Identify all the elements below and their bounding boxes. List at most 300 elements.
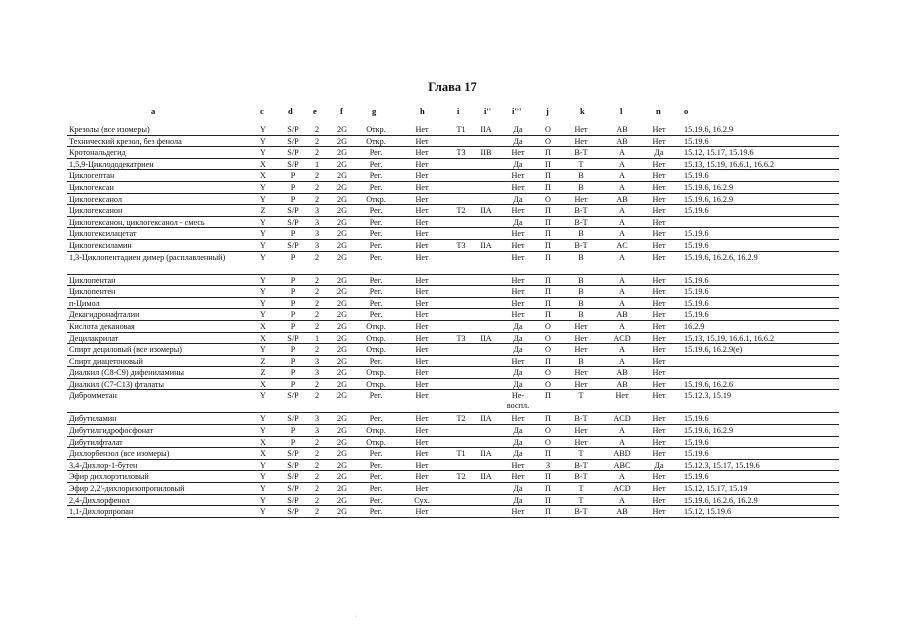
- cell-d: P: [290, 229, 296, 239]
- table-row: [67, 390, 839, 413]
- cell-e: 2: [314, 379, 320, 389]
- cell-d: P: [290, 171, 296, 181]
- cell-g: Откр.: [366, 321, 386, 331]
- cell-n: Нет: [652, 206, 666, 216]
- cell-h: Нет: [415, 460, 429, 470]
- cell-i2: IIA: [480, 414, 492, 424]
- cell-g: Рег.: [369, 495, 383, 505]
- cell-g: Рег.: [369, 356, 383, 366]
- cell-g: Рег.: [369, 159, 383, 169]
- cell-h: Нет: [415, 414, 429, 424]
- cell-n: Нет: [652, 426, 666, 436]
- cell-j: O: [545, 368, 551, 378]
- cell-n: Нет: [652, 217, 666, 227]
- cell-i3: Нет: [511, 148, 525, 158]
- cell-d: P: [290, 437, 296, 447]
- cell-l: A: [619, 321, 625, 331]
- cell-o: 15.19.6, 16.2.9: [684, 426, 734, 436]
- cell-l: A: [619, 217, 625, 227]
- cell-h: Нет: [415, 159, 429, 169]
- cell-i2: IIA: [480, 472, 492, 482]
- cell-g: Рег.: [369, 148, 383, 158]
- column-header-i2: i'': [484, 106, 492, 116]
- cell-e: 2: [314, 298, 320, 308]
- chapter-heading: Глава 17: [428, 80, 477, 94]
- cell-g: Откр.: [366, 426, 386, 436]
- cell-c: Y: [260, 194, 266, 204]
- table-row: [67, 356, 839, 368]
- cell-f: 2G: [336, 426, 347, 436]
- cell-d: S/P: [287, 125, 299, 134]
- cell-n: Нет: [652, 171, 666, 181]
- cell-d: P: [290, 379, 296, 389]
- column-header-i: i: [457, 106, 460, 116]
- cell-l: AB: [616, 379, 628, 389]
- cell-h: Нет: [415, 252, 429, 262]
- cell-l: AB: [616, 194, 628, 204]
- cell-j: O: [545, 426, 551, 436]
- cell-e: 2: [314, 449, 320, 459]
- cell-c: Y: [260, 495, 266, 505]
- cell-o: 15.19.6: [684, 275, 709, 285]
- cell-l: ACD: [613, 484, 631, 494]
- cell-h: Нет: [415, 171, 429, 181]
- cell-j: П: [545, 171, 551, 181]
- cell-o: 15.13, 15.19, 16.6.1, 16.6.2: [684, 333, 775, 343]
- cell-a: Кротональдегид: [69, 148, 126, 158]
- cell-f: 2G: [336, 321, 347, 331]
- cell-a: Дибутиламин: [69, 414, 117, 424]
- cell-c: Y: [260, 148, 266, 158]
- cell-a: Циклопентан: [69, 275, 116, 285]
- cell-o: 16.2.9: [684, 321, 705, 331]
- column-header-g: g: [372, 106, 377, 116]
- cell-n: Нет: [652, 495, 666, 505]
- cell-k: Т: [578, 495, 584, 505]
- cell-j: П: [545, 310, 551, 320]
- column-header-e: e: [313, 106, 317, 116]
- table-row: [67, 252, 839, 275]
- cell-l: A: [619, 275, 625, 285]
- cell-h: Нет: [415, 125, 429, 134]
- cell-a: Технический крезол, без фенола: [69, 136, 182, 146]
- cell-h: Нет: [415, 437, 429, 447]
- cell-n: Да: [654, 148, 664, 158]
- cell-h: Нет: [415, 136, 429, 146]
- cell-e: 2: [314, 437, 320, 447]
- cell-e: 2: [314, 136, 320, 146]
- cell-l: A: [619, 426, 625, 436]
- cell-a: Дибромметан: [69, 391, 117, 401]
- cell-i: T3: [456, 333, 466, 343]
- cell-j: П: [545, 275, 551, 285]
- cell-a: Эфир 2,2'-дихлоризопропиловый: [69, 484, 185, 494]
- cell-f: 2G: [336, 368, 347, 378]
- cell-c: Y: [260, 298, 266, 308]
- column-header-c: c: [260, 106, 264, 116]
- cell-k: В: [578, 356, 584, 366]
- cell-g: Рег.: [369, 240, 383, 250]
- cell-a: Циклогептан: [69, 171, 115, 181]
- column-header-o: o: [684, 106, 689, 116]
- cell-l: A: [619, 148, 625, 158]
- cell-a: Крезолы (все изомеры): [69, 125, 150, 134]
- cell-d: S/P: [287, 206, 299, 216]
- cell-c: Y: [260, 125, 266, 134]
- cell-a: Циклопентен: [69, 287, 116, 297]
- cell-j: П: [545, 206, 551, 216]
- cell-o: 15.19.6: [684, 171, 709, 181]
- table-row: [67, 471, 839, 483]
- cell-f: 2G: [336, 206, 347, 216]
- cell-g: Рег.: [369, 182, 383, 192]
- cell-o: 15.19.6: [684, 206, 709, 216]
- table-row: [67, 344, 839, 356]
- cell-l: A: [619, 229, 625, 239]
- cell-a: Диалкил (C8-C9) дифениламины: [69, 368, 185, 378]
- cell-a: Спирт диацетоновый: [69, 356, 143, 366]
- cell-d: P: [290, 345, 296, 355]
- cell-i3: Нет: [511, 275, 525, 285]
- cell-l: AB: [616, 368, 628, 378]
- cell-h: Нет: [415, 426, 429, 436]
- cell-l: A: [619, 437, 625, 447]
- cell-f: 2G: [336, 379, 347, 389]
- cell-l: ACD: [613, 414, 631, 424]
- table-row: [67, 217, 839, 229]
- table-row: [67, 205, 839, 217]
- cell-e: 3: [314, 240, 320, 250]
- cell-h: Сух.: [414, 495, 430, 505]
- cell-c: Y: [260, 507, 266, 517]
- column-header-h: h: [420, 106, 425, 116]
- cell-i3: Да: [513, 217, 523, 227]
- cell-g: Рег.: [369, 507, 383, 517]
- cell-j: O: [545, 136, 551, 146]
- cell-i2: IIA: [480, 449, 492, 459]
- cell-o: 15.19.6: [684, 472, 709, 482]
- cell-c: X: [260, 159, 266, 169]
- cell-n: Нет: [652, 472, 666, 482]
- table-row: [67, 159, 839, 171]
- cell-e: 2: [314, 310, 320, 320]
- cell-h: Нет: [415, 229, 429, 239]
- cell-l: AC: [616, 240, 628, 250]
- column-header-f: f: [340, 106, 343, 116]
- cell-d: P: [290, 368, 296, 378]
- cell-a: Декагидронафталин: [69, 310, 140, 320]
- cell-k: Т: [578, 449, 584, 459]
- cell-k: В: [578, 275, 584, 285]
- cell-n: Нет: [652, 287, 666, 297]
- cell-i3: Да: [513, 368, 523, 378]
- cell-j: З: [545, 460, 551, 470]
- cell-i2: IIA: [480, 206, 492, 216]
- cell-o: 15.12.3, 15.17, 15.19.6: [684, 460, 760, 470]
- cell-o: 15.19.6: [684, 240, 709, 250]
- column-header-k: k: [580, 106, 585, 116]
- cell-g: Рег.: [369, 391, 383, 401]
- cell-f: 2G: [336, 345, 347, 355]
- cell-l: A: [619, 287, 625, 297]
- cell-e: 2: [314, 472, 320, 482]
- cell-l: AB: [616, 125, 628, 134]
- cell-f: 2G: [336, 148, 347, 158]
- cell-h: Нет: [415, 206, 429, 216]
- cell-c: Y: [260, 472, 266, 482]
- table-row: [67, 437, 839, 449]
- cell-j: П: [545, 414, 551, 424]
- cell-f: 2G: [336, 333, 347, 343]
- cell-f: 2G: [336, 414, 347, 424]
- cell-e: 2: [314, 484, 320, 494]
- cell-o: 15.19.6, 16.2.6: [684, 379, 734, 389]
- cell-i3: Нет: [511, 356, 525, 366]
- cell-a: Циклогексилацетат: [69, 229, 137, 239]
- cell-d: P: [290, 310, 296, 320]
- table-row: [67, 379, 839, 391]
- cell-h: Нет: [415, 368, 429, 378]
- table-row: [67, 367, 839, 379]
- cell-n: Нет: [652, 310, 666, 320]
- cell-n: Нет: [652, 484, 666, 494]
- cell-i2: IIA: [480, 333, 492, 343]
- cell-n: Нет: [652, 194, 666, 204]
- cell-k: Нет: [574, 194, 588, 204]
- table-row: [67, 448, 839, 460]
- cell-n: Нет: [652, 229, 666, 239]
- cell-c: X: [260, 437, 266, 447]
- cell-h: Нет: [415, 298, 429, 308]
- cell-c: Z: [260, 356, 266, 366]
- cell-j: П: [545, 229, 551, 239]
- cell-k: Нет: [574, 125, 588, 134]
- cell-i3: Нет: [511, 182, 525, 192]
- cell-n: Нет: [652, 379, 666, 389]
- cell-n: Нет: [652, 321, 666, 331]
- cell-k: В: [578, 182, 584, 192]
- cell-l: A: [619, 206, 625, 216]
- cell-i3: Не-: [511, 391, 525, 401]
- cell-f: 2G: [336, 449, 347, 459]
- cell-i3: Нет: [511, 206, 525, 216]
- cell-c: Y: [260, 240, 266, 250]
- cell-n: Нет: [652, 125, 666, 134]
- cell-k: Т: [578, 484, 584, 494]
- cell-e: 2: [314, 194, 320, 204]
- cell-k: Нет: [574, 136, 588, 146]
- cell-g: Рег.: [369, 484, 383, 494]
- table-row: [67, 194, 839, 206]
- cell-g: Рег.: [369, 206, 383, 216]
- cell-j: П: [545, 148, 551, 158]
- cell-d: S/P: [287, 159, 299, 169]
- cell-f: 2G: [336, 194, 347, 204]
- cell-l: ABD: [613, 449, 631, 459]
- cell-k: В-Т: [574, 507, 588, 517]
- cell-i3: Да: [513, 345, 523, 355]
- cell-g: Откр.: [366, 379, 386, 389]
- cell-f: 2G: [336, 391, 347, 401]
- cell-g: Рег.: [369, 287, 383, 297]
- cell-e: 3: [314, 368, 320, 378]
- cell-g: Откр.: [366, 368, 386, 378]
- column-header-l: l: [620, 106, 623, 116]
- cell-k: В-Т: [574, 240, 588, 250]
- cell-i2: IIA: [480, 240, 492, 250]
- cell-c: X: [260, 321, 266, 331]
- cell-g: Откр.: [366, 333, 386, 343]
- cell-o: 15.12.3, 15.19: [684, 391, 732, 401]
- cell-a: Спирт дециловый (все изомеры): [69, 345, 182, 355]
- cell-n: Нет: [652, 159, 666, 169]
- cell-d: S/P: [287, 460, 299, 470]
- cell-e: 2: [314, 321, 320, 331]
- cell-d: S/P: [287, 507, 299, 517]
- cell-n: Нет: [652, 298, 666, 308]
- cell-k: В: [578, 252, 584, 262]
- cell-e: 2: [314, 252, 320, 262]
- cell-k: В-Т: [574, 148, 588, 158]
- table-row: [67, 460, 839, 472]
- cell-f: 2G: [336, 298, 347, 308]
- cell-o: 15.19.6: [684, 310, 709, 320]
- product-table: [67, 124, 839, 518]
- cell-f: 2G: [336, 229, 347, 239]
- cell-e: 3: [314, 217, 320, 227]
- cell-o: 15.19.6: [684, 414, 709, 424]
- cell-c: X: [260, 333, 266, 343]
- cell-n: Нет: [652, 333, 666, 343]
- table-row: [67, 298, 839, 310]
- cell-a: Циклогексанон: [69, 206, 123, 216]
- cell-l: AB: [616, 136, 628, 146]
- cell-i3: Да: [513, 125, 523, 134]
- table-row: [67, 495, 839, 507]
- table-header: [0, 106, 905, 118]
- cell-k: Нет: [574, 368, 588, 378]
- cell-e: 2: [314, 495, 320, 505]
- cell-e: 3: [314, 414, 320, 424]
- cell-j: П: [545, 298, 551, 308]
- cell-i: T3: [456, 148, 466, 158]
- cell-i: T2: [456, 472, 466, 482]
- cell-h: Нет: [415, 484, 429, 494]
- cell-k: В: [578, 287, 584, 297]
- cell-l: AB: [616, 507, 628, 517]
- cell-g: Рег.: [369, 217, 383, 227]
- cell-a: Дибутилгидрофосфонат: [69, 426, 154, 436]
- cell-f: 2G: [336, 507, 347, 517]
- cell-i3: Нет: [511, 229, 525, 239]
- cell-e: 2: [314, 460, 320, 470]
- table-row: [67, 136, 839, 148]
- cell-j: П: [545, 252, 551, 262]
- cell-i3: Нет: [511, 298, 525, 308]
- cell-l: A: [619, 356, 625, 366]
- cell-e: 1: [314, 333, 320, 343]
- cell-i3: Нет: [511, 460, 525, 470]
- cell-e: 3: [314, 206, 320, 216]
- cell-j: П: [545, 495, 551, 505]
- cell-d: P: [290, 321, 296, 331]
- cell-d: P: [290, 182, 296, 192]
- cell-a: Циклогексанол: [69, 194, 122, 204]
- cell-j: П: [545, 472, 551, 482]
- cell-n: Нет: [652, 437, 666, 447]
- cell-f: 2G: [336, 240, 347, 250]
- cell-j: П: [545, 217, 551, 227]
- cell-n: Нет: [652, 507, 666, 517]
- cell-i3: Да: [513, 484, 523, 494]
- cell-c: Y: [260, 229, 266, 239]
- cell-o: 15.19.6: [684, 229, 709, 239]
- cell-j: П: [545, 182, 551, 192]
- cell-k: В: [578, 229, 584, 239]
- cell-h: Нет: [415, 182, 429, 192]
- cell-o: 15.19.6, 16.2.9: [684, 194, 734, 204]
- cell-l: A: [619, 252, 625, 262]
- cell-a: Циклогексанон, циклогексанол - смесь: [69, 217, 205, 227]
- cell-f: 2G: [336, 275, 347, 285]
- cell-c: Y: [260, 136, 266, 146]
- cell-j: П: [545, 356, 551, 366]
- cell-f: 2G: [336, 217, 347, 227]
- cell-h: Нет: [415, 240, 429, 250]
- cell-k: Нет: [574, 426, 588, 436]
- table-row: [67, 425, 839, 437]
- cell-o: 15.19.6, 16.2.9: [684, 125, 734, 134]
- cell-e: 2: [314, 345, 320, 355]
- cell-i: T3: [456, 240, 466, 250]
- cell-o: 15.19.6: [684, 287, 709, 297]
- cell-k: Т: [578, 159, 584, 169]
- cell-e: 2: [314, 148, 320, 158]
- table-row: [67, 506, 839, 518]
- cell-d: S/P: [287, 391, 299, 401]
- cell-c: Y: [260, 460, 266, 470]
- cell-d: S/P: [287, 333, 299, 343]
- cell-l: A: [619, 345, 625, 355]
- cell-d: S/P: [287, 414, 299, 424]
- cell-g: Откр.: [366, 437, 386, 447]
- cell-g: Откр.: [366, 136, 386, 146]
- cell-i3: Да: [513, 159, 523, 169]
- cell-n: Нет: [652, 368, 666, 378]
- cell-i3: Нет: [511, 240, 525, 250]
- cell-f: 2G: [336, 437, 347, 447]
- cell-c: Y: [260, 414, 266, 424]
- cell-a: Эфир дихлорэтиловый: [69, 472, 149, 482]
- cell-i: T2: [456, 206, 466, 216]
- cell-a: 1,5,9-Циклододекатриен: [69, 159, 154, 169]
- cell-l: ACD: [613, 333, 631, 343]
- cell-i2: IIA: [480, 125, 492, 134]
- cell-o: 15.19.6: [684, 298, 709, 308]
- cell-n: Нет: [652, 345, 666, 355]
- cell-h: Нет: [415, 310, 429, 320]
- cell-d: S/P: [287, 240, 299, 250]
- cell-d: P: [290, 356, 296, 366]
- page-mark: ·: [355, 614, 357, 620]
- cell-l: ABC: [613, 460, 631, 470]
- cell-l: A: [619, 495, 625, 505]
- cell-o: 15.12, 15.17, 15.19.6: [684, 148, 754, 158]
- cell-c: X: [260, 449, 266, 459]
- cell-g: Рег.: [369, 171, 383, 181]
- cell-k: В-Т: [574, 206, 588, 216]
- cell-o: 15.19.6, 16.2.9: [684, 182, 734, 192]
